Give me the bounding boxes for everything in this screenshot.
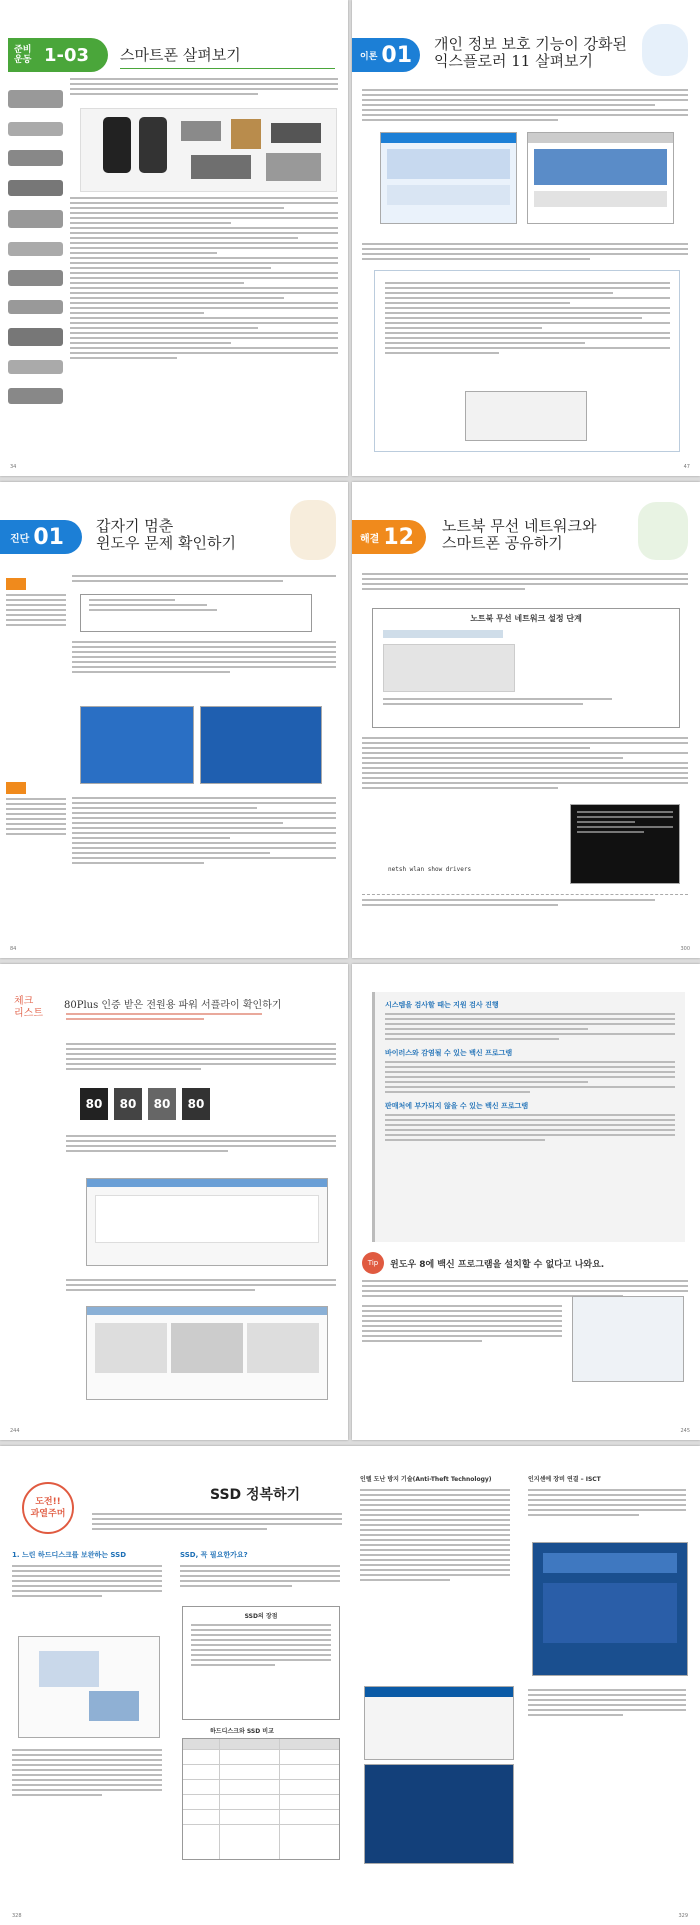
chapter-badge — [0, 520, 82, 554]
sec3-text — [360, 1486, 510, 1584]
tip-title: 윈도우 8에 백신 프로그램을 설치할 수 없다고 나와요. — [390, 1259, 605, 1270]
web-screenshot-1 — [86, 1178, 328, 1266]
page-folio: 84 — [10, 946, 17, 952]
body-text — [72, 572, 336, 585]
body-text-2 — [72, 638, 336, 676]
sec4-text — [528, 1486, 686, 1519]
command-text: netsh wlan show drivers — [388, 866, 472, 873]
character-illustration — [642, 24, 688, 76]
info-box — [372, 992, 685, 1242]
part-icon — [8, 180, 63, 196]
part-icon — [8, 270, 63, 286]
title-line-1: 갑자기 멈춘 — [96, 517, 174, 535]
page-47 — [352, 0, 700, 476]
part-icon — [8, 90, 63, 108]
table-title: 하드디스크와 SSD 비교 — [210, 1728, 274, 1735]
part-icon — [8, 122, 63, 136]
page-folio: 245 — [680, 1428, 690, 1434]
tip-section — [362, 1252, 688, 1345]
page-244 — [0, 964, 348, 1440]
info-heading-1: 시스템을 검사할 때는 지원 검사 진행 — [385, 1001, 499, 1009]
page-34 — [0, 0, 348, 476]
page-title — [434, 36, 627, 70]
80plus-badges — [80, 1088, 210, 1120]
sec3-heading: 인텔 도난 방지 기술(Anti-Theft Technology) — [360, 1476, 492, 1483]
comparison-table — [182, 1738, 340, 1860]
title-rule — [120, 68, 335, 69]
checklist-title: 80Plus 인증 받은 전원용 파워 서플라이 확인하기 — [64, 1000, 282, 1011]
sec1-text-2 — [12, 1746, 162, 1799]
intro-text — [92, 1510, 342, 1533]
page-folio: 34 — [10, 464, 17, 470]
steps-box — [372, 608, 680, 728]
browser-screenshot-1 — [380, 132, 517, 224]
info-heading-3: 판매처에 부가되지 않을 수 있는 백신 프로그램 — [385, 1102, 529, 1110]
body-text-2 — [66, 1132, 336, 1155]
80plus-badge: 80 — [182, 1088, 210, 1120]
80plus-badge: 80 — [148, 1088, 176, 1120]
info-heading-2: 바이러스와 감염될 수 있는 백신 프로그램 — [385, 1049, 513, 1057]
chapter-number: 12 — [383, 524, 414, 550]
page-title — [96, 518, 236, 552]
side-note — [6, 578, 66, 629]
windows-menu-screenshot-2 — [200, 706, 322, 784]
title-line-2: 스마트폰 공유하기 — [442, 534, 563, 552]
body-text-2 — [362, 240, 688, 263]
chapter-tag-top: 준비 — [14, 45, 32, 55]
body-text-2 — [362, 734, 688, 792]
title-line-2: 익스플로러 11 살펴보기 — [434, 52, 594, 70]
tip-note — [362, 894, 688, 919]
advantages-title: SSD의 장점 — [244, 1613, 278, 1620]
page-245 — [352, 964, 700, 1440]
sec2-heading: SSD, 꼭 필요한가요? — [180, 1551, 248, 1559]
steps-box-title: 노트북 무선 네트워크 설정 단계 — [470, 614, 582, 623]
intel-antitheft-screenshot — [364, 1686, 514, 1760]
windows-menu-screenshot-1 — [80, 706, 194, 784]
feature-list-box — [374, 270, 680, 452]
page-title: SSD 정복하기 — [210, 1487, 301, 1503]
sec4-heading: 인지센에 장비 연결 – ISCT — [528, 1476, 601, 1483]
chapter-badge — [352, 520, 426, 554]
part-icon — [8, 210, 63, 228]
part-icon — [8, 242, 63, 256]
part-icon — [8, 328, 63, 346]
page-title: 스마트폰 살펴보기 — [120, 46, 241, 64]
body-text — [362, 86, 688, 124]
title-line-2: 윈도우 문제 확인하기 — [96, 534, 236, 552]
ssd-advantages-box — [182, 1606, 340, 1720]
body-text — [362, 570, 688, 593]
page-folio-right: 329 — [678, 1913, 688, 1919]
defender-screenshot — [572, 1296, 684, 1382]
80plus-badge: 80 — [114, 1088, 142, 1120]
cmd-window-screenshot — [570, 804, 680, 884]
character-illustration — [638, 502, 688, 560]
symptom-box — [80, 594, 312, 632]
chapter-tag: 이론 — [360, 51, 378, 62]
laptop-usb-illustration — [383, 644, 515, 692]
page-spread-328-329 — [0, 1446, 700, 1925]
sec4-text-2 — [528, 1686, 686, 1719]
80plus-badge: 80 — [80, 1088, 108, 1120]
chapter-number: 1-03 — [44, 44, 90, 66]
page-84 — [0, 482, 348, 958]
web-screenshot-2 — [86, 1306, 328, 1400]
part-icon — [8, 150, 63, 166]
parts-description — [70, 194, 338, 362]
chapter-tag-bottom: 운동 — [14, 55, 32, 65]
side-note-2 — [6, 782, 66, 838]
tip-badge: Tip — [362, 1252, 384, 1274]
part-icon — [8, 300, 63, 314]
sec2-text — [180, 1562, 340, 1590]
body-text — [70, 75, 338, 98]
part-icon — [8, 360, 63, 374]
page-folio: 47 — [683, 464, 690, 470]
settings-dialog-screenshot — [465, 391, 587, 441]
chapter-number: 01 — [33, 524, 64, 550]
chapter-badge — [352, 38, 420, 72]
page-title — [442, 518, 596, 552]
page-folio-left: 328 — [12, 1913, 22, 1919]
page-300 — [352, 482, 700, 958]
body-text — [66, 1040, 336, 1073]
page-folio: 300 — [680, 946, 690, 952]
checklist-tag: 체크 리스트 — [14, 996, 43, 1019]
chapter-number: 01 — [381, 42, 413, 68]
part-icon — [8, 388, 63, 404]
character-illustration — [290, 500, 336, 560]
step-list — [72, 794, 336, 867]
hdd-ssd-diagram — [18, 1636, 160, 1738]
challenge-badge: 도전!! 과열주머 — [22, 1482, 74, 1534]
sec1-text — [12, 1562, 162, 1600]
part-icon-column — [8, 90, 63, 404]
page-folio: 244 — [10, 1428, 20, 1434]
chapter-tag: 진단 — [10, 533, 30, 545]
chapter-tag: 해결 — [360, 533, 380, 545]
chapter-badge — [8, 38, 108, 72]
title-line-1: 개인 정보 보호 기능이 강화된 — [434, 35, 627, 53]
checklist-items — [66, 1010, 296, 1023]
intel-smart-connect-screenshot — [532, 1542, 688, 1676]
smartphone-teardown-image — [80, 108, 337, 192]
blue-screen-screenshot — [364, 1764, 514, 1864]
sec1-heading: 1. 느린 하드디스크를 보완하는 SSD — [12, 1551, 127, 1559]
title-line-1: 노트북 무선 네트워크와 — [442, 517, 597, 535]
body-text-3 — [66, 1276, 336, 1294]
browser-screenshot-2 — [527, 132, 674, 224]
